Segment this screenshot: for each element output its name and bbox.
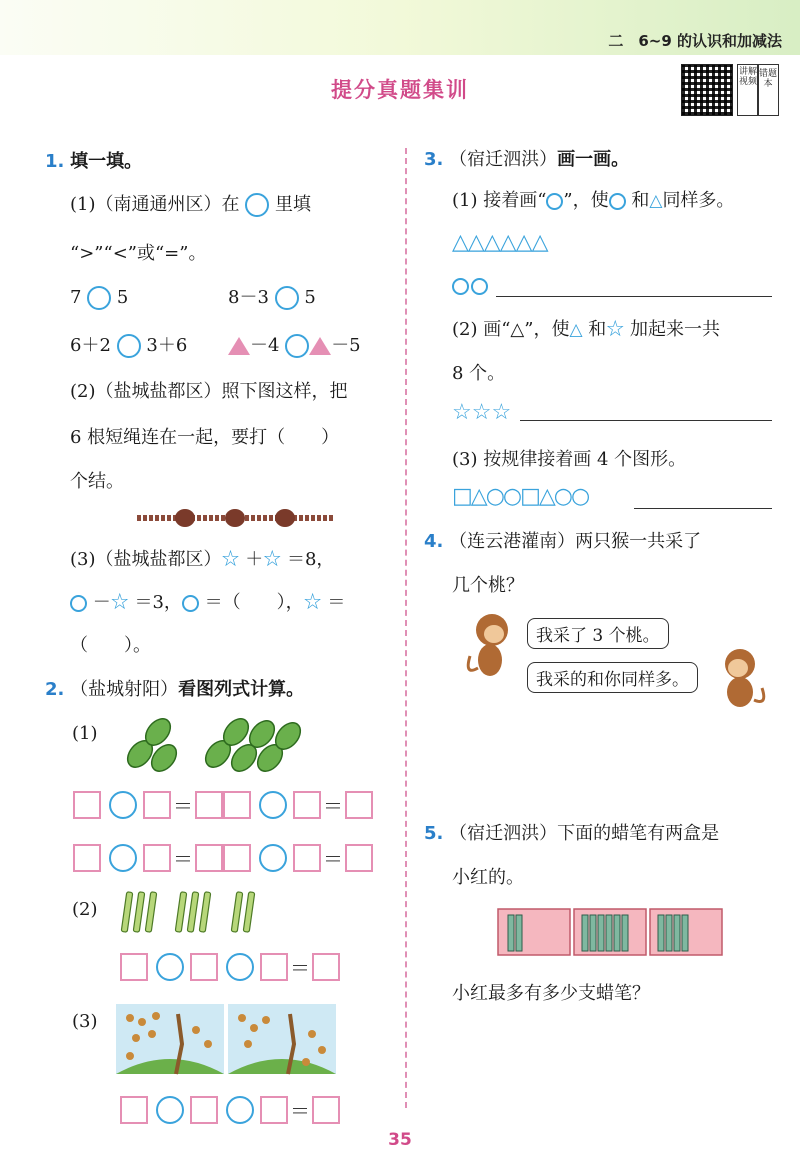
- q1-p1-line1: (1)（南通通州区）在 里填: [70, 194, 311, 215]
- q1-p3-line2: －☆ ＝3， ＝（ ），☆ ＝: [70, 591, 345, 615]
- answer-circle[interactable]: [87, 286, 111, 310]
- pattern-row: □△○○□△○○: [452, 484, 589, 509]
- circle-icon: [245, 193, 269, 217]
- q1-p1-line2: “>”“<”或“=”。: [70, 243, 207, 264]
- star-row: ☆☆☆: [452, 400, 512, 425]
- equation-row-4: ＝: [120, 1095, 340, 1124]
- triangle-row: △△△△△△: [452, 230, 548, 255]
- monkey-right-image: [708, 646, 770, 710]
- q3-p3: (3) 按规律接着画 4 个图形。: [452, 449, 687, 470]
- circle-icon: [70, 595, 87, 612]
- equation-row-3: ＝: [120, 952, 340, 981]
- q1-title: 填一填。: [70, 151, 143, 172]
- q5-question: 小红最多有多少支蜡笔？: [452, 983, 650, 1004]
- q1-number: 1.: [45, 151, 65, 172]
- circle-row: [452, 276, 488, 295]
- column-divider: [405, 148, 407, 1108]
- triangle-icon: [228, 337, 250, 355]
- equation-row-1: ＝ ＝: [73, 790, 373, 819]
- q5-line2: 小红的。: [452, 867, 524, 888]
- answer-circle[interactable]: [285, 334, 309, 358]
- compare-expr-4: －4 －5: [228, 334, 361, 358]
- q2-label-3: (3): [72, 1011, 98, 1032]
- page-number: 35: [388, 1130, 412, 1150]
- circle-icon: [609, 193, 626, 210]
- speech-bubble-1: 我采了 3 个桃。: [527, 618, 669, 649]
- q3-heading: 3. （宿迁泗洪）画一画。: [424, 149, 630, 170]
- page-title: 提分真题集训: [331, 78, 469, 102]
- triangle-icon: △: [569, 320, 583, 340]
- q1-p3-line3: （ ）。: [70, 635, 151, 656]
- monkey-left-image: [460, 610, 522, 680]
- answer-circle[interactable]: [117, 334, 141, 358]
- q3-p1: (1) 接着画“ ”，使 和△同样多。: [452, 190, 735, 211]
- triangle-icon: [309, 337, 331, 355]
- birds-tree-image: [116, 1004, 336, 1076]
- speech-bubble-2: 我采的和你同样多。: [527, 662, 698, 693]
- q1-p3-line1: (3)（盐城盐都区）☆ ＋☆ ＝8，: [70, 549, 335, 570]
- qr-label-mistakes: 错题本: [757, 64, 779, 116]
- q2-heading: 2. （盐城射阳）看图列式计算。: [45, 679, 305, 700]
- star-icon: ☆: [606, 319, 625, 340]
- q1-heading: [45, 150, 142, 174]
- rope-knots-image: [135, 505, 335, 531]
- star-icon: ☆: [221, 549, 240, 570]
- chapter-title: 二 6~9 的认识和加减法: [608, 32, 782, 50]
- q1-p2-line1: (2)（盐城盐都区）照下图这样，把: [70, 381, 348, 402]
- q4-heading: 4. （连云港灌南）两只猴一共采了: [424, 531, 702, 552]
- qr-code-icon[interactable]: [681, 64, 733, 116]
- q1-p2-line3: 个结。: [70, 471, 124, 492]
- answer-line-2[interactable]: [520, 420, 772, 421]
- q4-line2: 几个桃？: [452, 575, 524, 596]
- q2-label-1: (1): [72, 723, 98, 744]
- qr-label-video: 讲解视频: [737, 64, 759, 116]
- q2-label-2: (2): [72, 899, 98, 920]
- crayon-boxes-image: [496, 907, 726, 959]
- star-icon: ☆: [263, 549, 282, 570]
- star-icon: ☆: [110, 592, 129, 613]
- answer-line-3[interactable]: [634, 508, 772, 509]
- q3-p2: (2) 画“△”，使△ 和☆ 加起来一共: [452, 319, 721, 340]
- sticks-image: [118, 888, 268, 938]
- star-icon: ☆: [303, 592, 322, 613]
- compare-expr-2: 8－3 5: [228, 287, 316, 308]
- circle-icon: [182, 595, 199, 612]
- triangle-icon: △: [649, 191, 663, 211]
- cabbage-image: [118, 712, 338, 772]
- answer-circle[interactable]: [275, 286, 299, 310]
- q5-heading: 5. （宿迁泗洪）下面的蜡笔有两盒是: [424, 823, 720, 844]
- compare-expr-1: 7 5: [70, 287, 129, 308]
- q1-p2-line2: 6 根短绳连在一起，要打（ ）: [70, 427, 340, 448]
- equation-row-2: ＝ ＝: [73, 843, 373, 872]
- answer-line-1[interactable]: [496, 296, 772, 297]
- circle-icon: [546, 193, 563, 210]
- q3-p2-line2: 8 个。: [452, 363, 506, 384]
- compare-expr-3: 6＋2 3＋6: [70, 335, 188, 356]
